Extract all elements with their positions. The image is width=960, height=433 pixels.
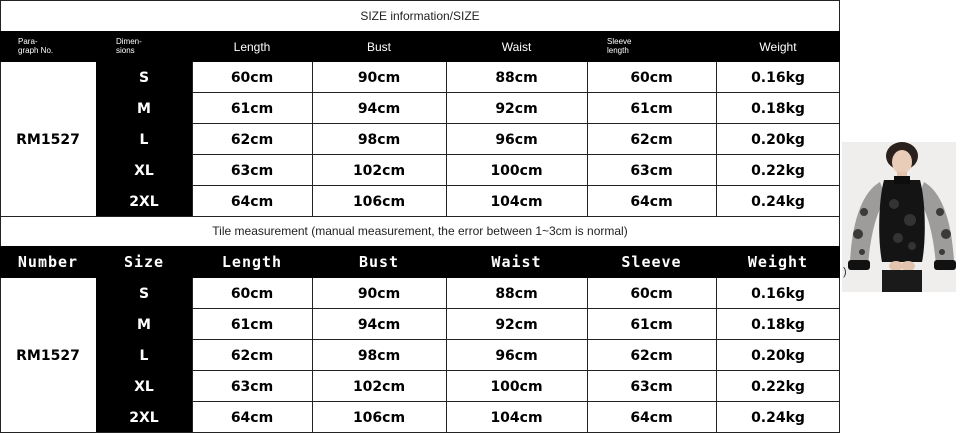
table1-value-cell: 0.22kg bbox=[751, 162, 805, 179]
table2-value-cell: 0.20kg bbox=[751, 347, 805, 364]
table2-value-cell: 63cm bbox=[630, 378, 673, 395]
table1-value-cell: 98cm bbox=[357, 131, 401, 148]
grid-line bbox=[716, 62, 717, 217]
table2-value-cell: 88cm bbox=[495, 285, 538, 302]
table2-header-6: Weight bbox=[747, 253, 809, 271]
table1-value-cell: 62cm bbox=[630, 131, 673, 148]
grid-line bbox=[839, 62, 840, 217]
table2-header-2: Length bbox=[221, 253, 283, 271]
table1-value-cell: 63cm bbox=[630, 162, 673, 179]
grid-line bbox=[839, 278, 840, 433]
table2-value-cell: 61cm bbox=[230, 316, 274, 333]
table1-value-cell: 63cm bbox=[230, 162, 274, 179]
table1-model: RM1527 bbox=[16, 131, 80, 148]
table1-value-cell: 61cm bbox=[630, 100, 673, 117]
table1-size-label: XL bbox=[96, 155, 192, 186]
table1-value-cell: 106cm bbox=[352, 193, 406, 210]
table2-value-cell: 64cm bbox=[630, 409, 673, 426]
table2-value-cell: 64cm bbox=[230, 409, 274, 426]
table1-value-cell: 0.24kg bbox=[751, 193, 805, 210]
table1-value-cell: 92cm bbox=[495, 100, 538, 117]
table2-model: RM1527 bbox=[16, 347, 80, 364]
table2-value-cell: 0.22kg bbox=[751, 378, 805, 395]
table1-value-cell: 102cm bbox=[352, 162, 406, 179]
table1-value-cell: 60cm bbox=[630, 69, 673, 86]
table1-value-cell: 0.18kg bbox=[751, 100, 805, 117]
grid-line bbox=[312, 278, 313, 433]
table2-value-cell: 104cm bbox=[490, 409, 543, 426]
table1-value-cell: 94cm bbox=[357, 100, 401, 117]
table1-value-cell: 104cm bbox=[490, 193, 543, 210]
table2-value-cell: 92cm bbox=[495, 316, 538, 333]
table1-header-3: Bust bbox=[366, 39, 391, 54]
table2-value-cell: 62cm bbox=[230, 347, 274, 364]
table2-header-1: Size bbox=[123, 253, 165, 271]
table1-value-cell: 88cm bbox=[495, 69, 538, 86]
table2-value-cell: 100cm bbox=[490, 378, 543, 395]
table2-title: Tile measurement (manual measurement, the error between 1~3cm is normal) bbox=[212, 224, 628, 238]
grid-line bbox=[312, 62, 313, 217]
product-photo bbox=[842, 142, 956, 292]
table1-value-cell: 90cm bbox=[357, 69, 401, 86]
table2-size-label: 2XL bbox=[96, 402, 192, 433]
table2-value-cell: 61cm bbox=[630, 316, 673, 333]
table1-value-cell: 0.20kg bbox=[751, 131, 805, 148]
table2-header-5: Sleeve bbox=[621, 253, 682, 271]
grid-line bbox=[192, 62, 193, 217]
blouse-photo-icon bbox=[842, 142, 956, 292]
side-mark: ) bbox=[843, 266, 847, 278]
grid-line bbox=[587, 278, 588, 433]
table1-value-cell: 61cm bbox=[230, 100, 274, 117]
table1-size-label: S bbox=[96, 62, 192, 93]
grid-line bbox=[587, 62, 588, 217]
table2-size-label: L bbox=[96, 340, 192, 371]
table1-value-cell: 64cm bbox=[230, 193, 274, 210]
grid-line bbox=[192, 278, 193, 433]
table2-value-cell: 106cm bbox=[352, 409, 406, 426]
table1-header-5: Sleeve length bbox=[607, 37, 632, 55]
table1-header-6: Weight bbox=[759, 39, 797, 54]
table1-header-2: Length bbox=[233, 39, 271, 54]
table1-header-1: Dimen- sions bbox=[116, 37, 142, 55]
table2-header-3: Bust bbox=[358, 253, 400, 271]
table1-value-cell: 0.16kg bbox=[751, 69, 805, 86]
table1-header-0: Para- graph No. bbox=[18, 37, 54, 55]
table1-size-label: M bbox=[96, 93, 192, 124]
grid-line bbox=[716, 278, 717, 433]
table1-value-cell: 60cm bbox=[230, 69, 274, 86]
table1-title: SIZE information/SIZE bbox=[360, 8, 480, 23]
table2-value-cell: 0.24kg bbox=[751, 409, 805, 426]
table2-value-cell: 60cm bbox=[230, 285, 274, 302]
table2-value-cell: 90cm bbox=[357, 285, 401, 302]
table1-size-label: 2XL bbox=[96, 186, 192, 217]
grid-line bbox=[446, 278, 447, 433]
table2-value-cell: 94cm bbox=[357, 316, 401, 333]
table2-value-cell: 102cm bbox=[352, 378, 406, 395]
table1-header-4: Waist bbox=[501, 39, 532, 54]
table1-value-cell: 100cm bbox=[490, 162, 543, 179]
table2-value-cell: 0.18kg bbox=[751, 316, 805, 333]
table1-value-cell: 62cm bbox=[230, 131, 274, 148]
table2-value-cell: 60cm bbox=[630, 285, 673, 302]
table2-size-label: S bbox=[96, 278, 192, 309]
table2-value-cell: 96cm bbox=[495, 347, 538, 364]
table2-size-label: XL bbox=[96, 371, 192, 402]
table2-value-cell: 62cm bbox=[630, 347, 673, 364]
table2-header-4: Waist bbox=[491, 253, 542, 271]
grid-line bbox=[0, 62, 1, 217]
table2-header-0: Number bbox=[17, 253, 79, 271]
table1-value-cell: 64cm bbox=[630, 193, 673, 210]
grid-line bbox=[0, 278, 1, 433]
table2-size-label: M bbox=[96, 309, 192, 340]
table2-value-cell: 0.16kg bbox=[751, 285, 805, 302]
table1-size-label: L bbox=[96, 124, 192, 155]
grid-line bbox=[446, 62, 447, 217]
table2-value-cell: 63cm bbox=[230, 378, 274, 395]
table1-value-cell: 96cm bbox=[495, 131, 538, 148]
table2-value-cell: 98cm bbox=[357, 347, 401, 364]
